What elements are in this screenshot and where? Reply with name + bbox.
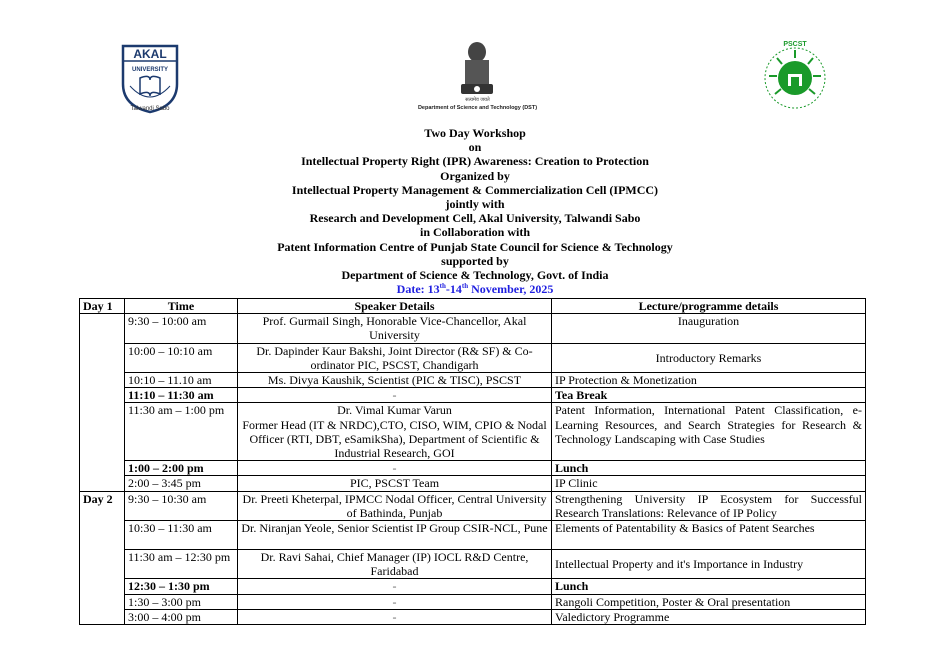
workshop-header	[0, 126, 950, 296]
dst-emblem-logo	[405, 36, 550, 116]
table-row	[80, 403, 866, 461]
workshop-date: Date: 13th-14th November, 2025	[396, 282, 554, 297]
lecture-cell: Rangoli Competition, Poster & Oral presentation	[552, 594, 866, 609]
lecture-cell: Elements of Patentability & Basics of Patent Searches	[552, 521, 866, 550]
schedule-table	[79, 298, 866, 625]
pscst-logo	[755, 38, 835, 118]
speaker-cell: -	[238, 609, 552, 624]
header-line-collaborator: Patent Information Centre of Punjab State Council for Science & Technology	[277, 239, 673, 254]
time-cell: 11:10 – 11:30 am	[125, 388, 238, 403]
table-row	[80, 476, 866, 491]
speaker-cell: Ms. Divya Kaushik, Scientist (PIC & TISC), PSCST	[238, 373, 552, 388]
lecture-cell: Strengthening University IP Ecosystem for Successful Research Translations: Relevance of IP Policy	[552, 491, 866, 520]
akal-university-logo	[120, 44, 180, 118]
day2-label: Day 2	[80, 491, 125, 624]
col-header-lecture: Lecture/programme details	[552, 299, 866, 314]
speaker-cell	[238, 403, 552, 461]
time-cell: 2:00 – 3:45 pm	[125, 476, 238, 491]
header-line-title: Two Day Workshop	[424, 126, 526, 140]
lecture-cell: Patent Information, International Patent Classification, e-Learning Resources, and Search Strategies for Research & Technology Landscaping with Case Studies	[552, 403, 866, 461]
table-row	[80, 550, 866, 579]
time-cell: 11:30 am – 12:30 pm	[125, 550, 238, 579]
speaker-cell: Dr. Ravi Sahai, Chief Manager (IP) IOCL R&D Centre, Faridabad	[238, 550, 552, 579]
akal-logo-caption: Talwandi Sabo	[130, 106, 170, 112]
header-line-jointly-with: jointly with	[445, 197, 505, 212]
speaker-name: Dr. Vimal Kumar Varun	[337, 403, 452, 418]
lecture-cell: Intellectual Property and it's Importance in Industry	[552, 550, 866, 579]
lecture-cell: Lunch	[552, 461, 866, 476]
table-row	[80, 609, 866, 624]
lecture-cell: Valedictory Programme	[552, 609, 866, 624]
time-cell: 9:30 – 10:30 am	[125, 491, 238, 520]
svg-text:PSCST: PSCST	[783, 41, 807, 48]
time-cell: 11:30 am – 1:00 pm	[125, 403, 238, 461]
header-line-on: on	[468, 140, 482, 155]
lecture-cell: IP Clinic	[552, 476, 866, 491]
lecture-cell: Introductory Remarks	[552, 343, 866, 372]
speaker-cell: -	[238, 579, 552, 594]
dst-caption: Department of Science and Technology (DST)	[417, 105, 538, 111]
time-cell: 10:00 – 10:10 am	[125, 343, 238, 372]
table-row	[80, 521, 866, 550]
speaker-cell: Prof. Gurmail Singh, Honorable Vice-Chancellor, Akal University	[238, 314, 552, 343]
time-cell: 3:00 – 4:00 pm	[125, 609, 238, 624]
table-row	[80, 461, 866, 476]
time-cell: 1:30 – 3:00 pm	[125, 594, 238, 609]
lecture-cell: IP Protection & Monetization	[552, 373, 866, 388]
speaker-cell: Dr. Niranjan Yeole, Senior Scientist IP Group CSIR-NCL, Pune	[238, 521, 552, 550]
table-row	[80, 579, 866, 594]
speaker-cell: PIC, PSCST Team	[238, 476, 552, 491]
table-row	[80, 594, 866, 609]
time-cell: 10:10 – 11.10 am	[125, 373, 238, 388]
table-header-row	[80, 299, 866, 314]
header-line-supported-by: supported by	[441, 253, 509, 268]
lecture-cell: Inauguration	[552, 314, 866, 343]
time-cell: 1:00 – 2:00 pm	[125, 461, 238, 476]
svg-text:AKAL: AKAL	[133, 47, 167, 61]
col-header-speaker: Speaker Details	[238, 299, 552, 314]
speaker-cell: -	[238, 594, 552, 609]
header-line-collaboration: in Collaboration with	[419, 225, 530, 240]
header-line-organized-by: Organized by	[440, 168, 510, 183]
speaker-designation: Former Head (IT & NRDC),CTO, CISO, WIM, CPIO & Nodal Officer (RTI, DBT, eSamikSha), Department of Scientific & Industrial Research, GOI	[242, 417, 547, 461]
header-line-topic: Intellectual Property Right (IPR) Awareness: Creation to Protection	[301, 154, 649, 169]
time-cell: 12:30 – 1:30 pm	[125, 579, 238, 594]
table-row	[80, 343, 866, 372]
header-line-supporter: Department of Science & Technology, Govt. of India	[341, 268, 609, 283]
table-row	[80, 314, 866, 343]
col-header-time: Time	[125, 299, 238, 314]
time-cell: 10:30 – 11:30 am	[125, 521, 238, 550]
lecture-cell: Lunch	[552, 579, 866, 594]
table-row	[80, 373, 866, 388]
speaker-cell: Dr. Dapinder Kaur Bakshi, Joint Director (R& SF) & Co-ordinator PIC, PSCST, Chandigarh	[238, 343, 552, 372]
dst-hindi-caption: सत्यमेव जयते	[465, 97, 490, 103]
time-cell: 9:30 – 10:00 am	[125, 314, 238, 343]
speaker-cell: -	[238, 461, 552, 476]
table-row	[80, 388, 866, 403]
table-row	[80, 491, 866, 520]
speaker-cell: -	[238, 388, 552, 403]
header-line-organizer: Intellectual Property Management & Commercialization Cell (IPMCC)	[291, 182, 659, 197]
svg-text:UNIVERSITY: UNIVERSITY	[131, 67, 169, 73]
speaker-cell: Dr. Preeti Kheterpal, IPMCC Nodal Officer, Central University of Bathinda, Punjab	[238, 491, 552, 520]
day1-cell	[80, 314, 125, 491]
header-line-co-organizer: Research and Development Cell, Akal University, Talwandi Sabo	[309, 211, 641, 226]
day1-label: Day 1	[80, 299, 125, 314]
lecture-cell: Tea Break	[552, 388, 866, 403]
